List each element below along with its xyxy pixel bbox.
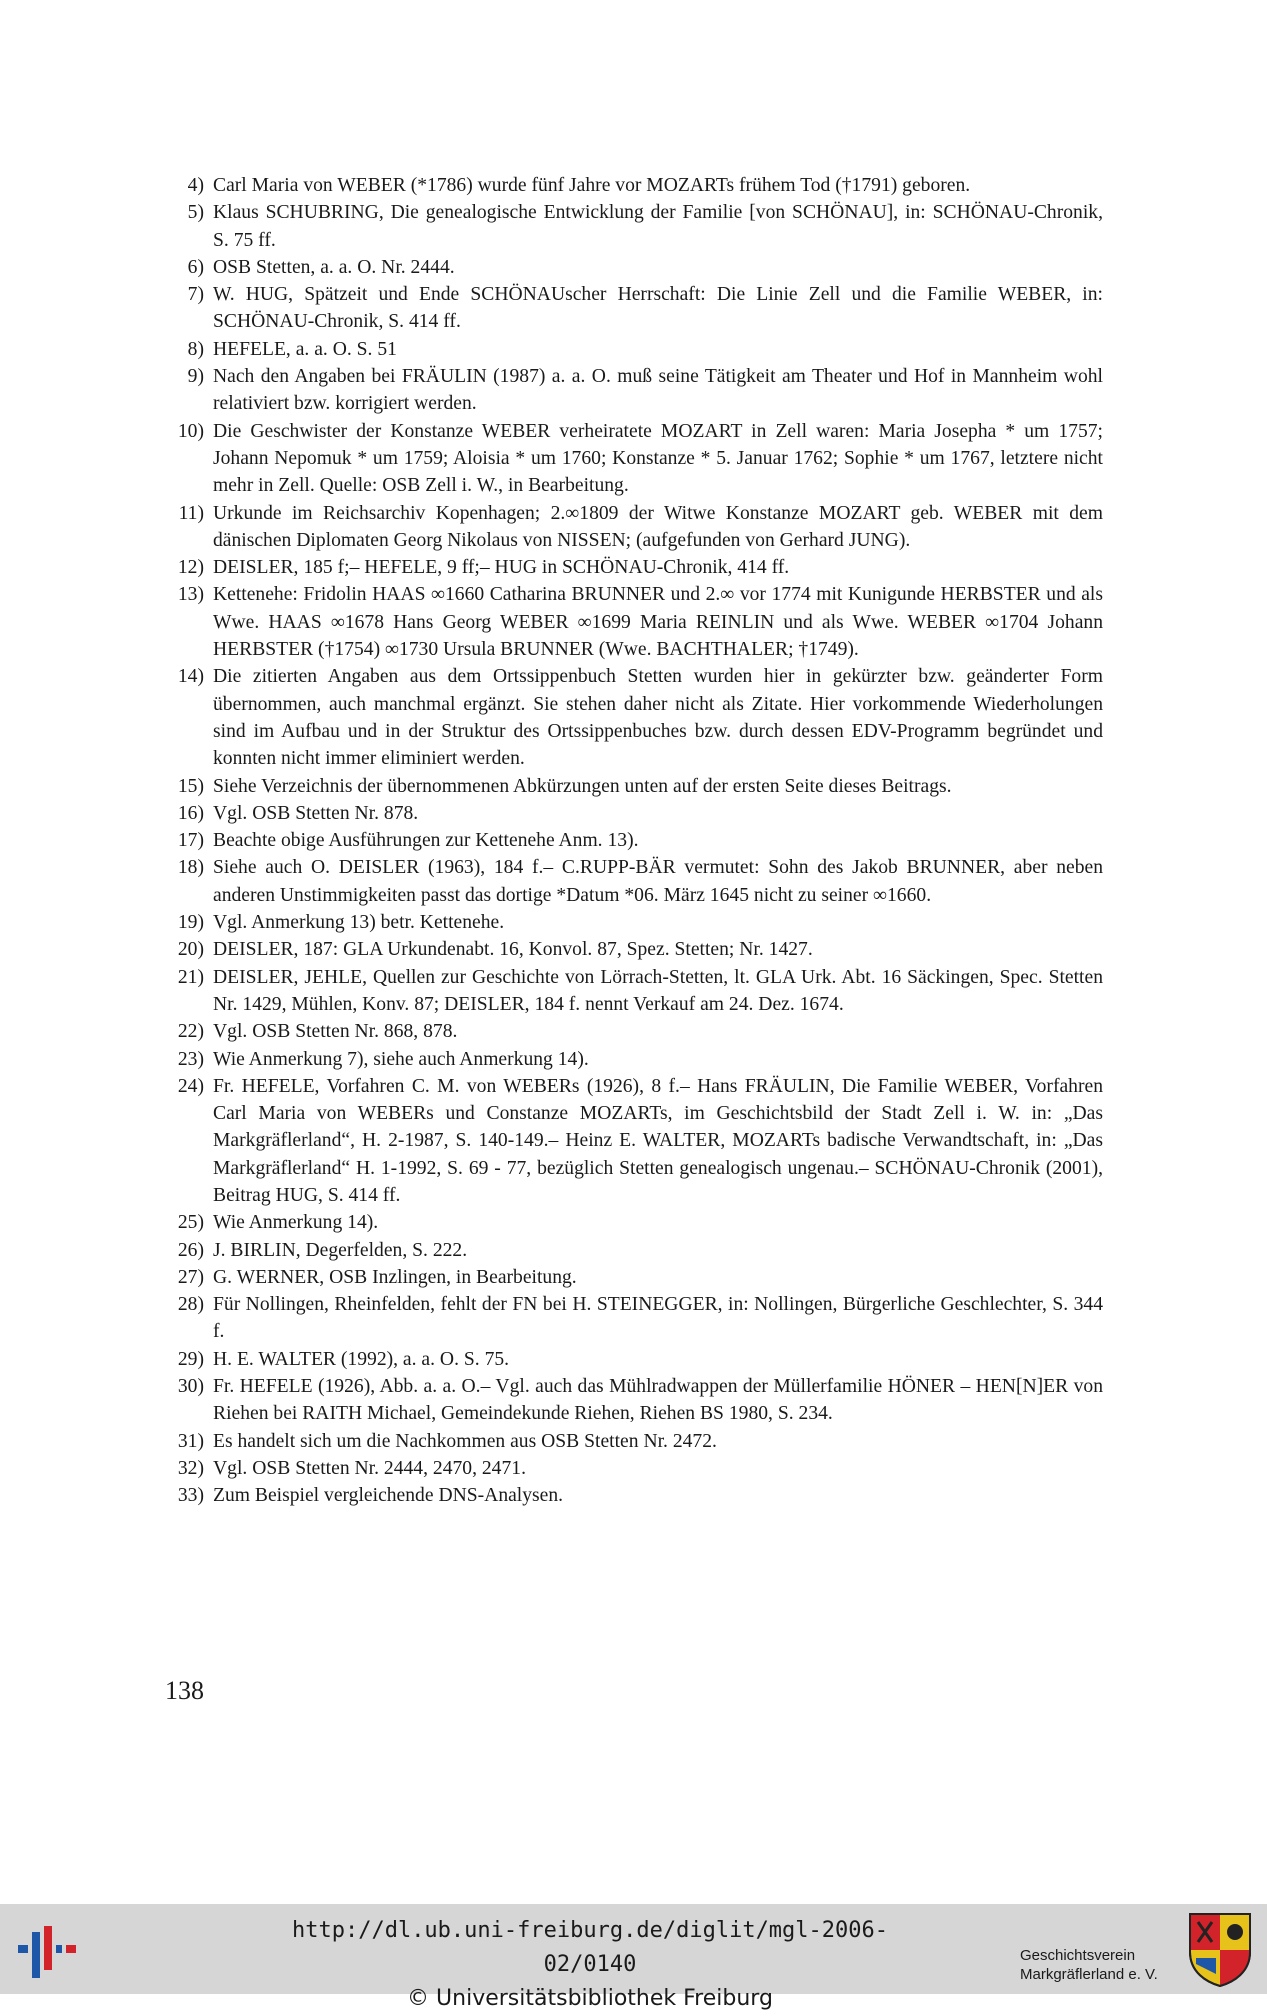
footnote-item bbox=[155, 1018, 1103, 1045]
footnote-number: 27) bbox=[177, 1266, 204, 1288]
footnote-item bbox=[155, 500, 1103, 555]
footnote-text: DEISLER, JEHLE, Quellen zur Geschichte von Lörrach-Stetten, lt. GLA Urk. Abt. 16 Säckingen, Spec. Stetten Nr. 1429, Mühlen, Konv. 87; DEISLER, 184 f. nennt Verkauf am 24. Dez. 1674. bbox=[213, 966, 1103, 1015]
society-line-2: Markgräflerland e. V. bbox=[1020, 1966, 1158, 1983]
footnote-number: 6) bbox=[187, 256, 204, 278]
footnote-number: 8) bbox=[187, 338, 204, 360]
footnote-item bbox=[155, 581, 1103, 663]
footnote-number: 25) bbox=[177, 1212, 204, 1234]
footnote-number: 32) bbox=[177, 1457, 204, 1479]
viewer-footer bbox=[0, 1904, 1267, 2011]
footnote-item bbox=[155, 854, 1103, 909]
footnote-text: OSB Stetten, a. a. O. Nr. 2444. bbox=[213, 256, 455, 278]
footnote-number: 20) bbox=[177, 939, 204, 961]
footnote-text: Fr. HEFELE (1926), Abb. a. a. O.– Vgl. auch das Mühlradwappen der Müllerfamilie HÖNER – HEN[N]ER von Riehen bei RAITH Michael, Gemeindekunde Riehen, Riehen BS 1980, S. 234. bbox=[213, 1376, 1103, 1425]
footnote-number: 30) bbox=[177, 1376, 204, 1398]
footnote-text: J. BIRLIN, Degerfelden, S. 222. bbox=[213, 1239, 468, 1261]
footnote-text: Fr. HEFELE, Vorfahren C. M. von WEBERs (1926), 8 f.– Hans FRÄULIN, Die Familie WEBER, Vorfahren Carl Maria von WEBERs und Constanze MOZARTs, im Geschichtsbild der Stadt Zell i. W. in: „Das Markgräflerland“, H. 2-1987, S. 140-149.– Heinz E. WALTER, MOZARTs badische Verwandtschaft, in: „Das Markgräflerland“ H. 1-1992, S. 69 - 77, bezüglich Stetten genealogisch ungenau.– SCHÖNAU-Chronik (2001), Beitrag HUG, S. 414 ff. bbox=[213, 1075, 1103, 1206]
footnote-text: Zum Beispiel vergleichende DNS-Analysen. bbox=[213, 1485, 564, 1507]
footnote-item bbox=[155, 827, 1103, 854]
footnote-text: G. WERNER, OSB Inzlingen, in Bearbeitung. bbox=[213, 1266, 577, 1288]
footnote-item bbox=[155, 909, 1103, 936]
footnote-number: 7) bbox=[187, 284, 204, 306]
footnote-text: H. E. WALTER (1992), a. a. O. S. 75. bbox=[213, 1348, 510, 1370]
footnote-item bbox=[155, 1237, 1103, 1264]
footnote-text: Vgl. Anmerkung 13) betr. Kettenehe. bbox=[213, 912, 505, 934]
footnote-number: 31) bbox=[177, 1430, 204, 1452]
permalink-url[interactable]: http://dl.ub.uni-freiburg.de/diglit/mgl-2006-02/0140 bbox=[291, 1918, 889, 1977]
footnote-text: Nach den Angaben bei FRÄULIN (1987) a. a. O. muß seine Tätigkeit am Theater und Hof in Mannheim wohl relativiert bzw. korrigiert werden. bbox=[213, 366, 1103, 415]
footnote-text: Die zitierten Angaben aus dem Ortssippenbuch Stetten wurden hier in gekürzter bzw. geänderter Form übernommen, auch manchmal ergänzt. Sie stehen daher nicht als Zitate. Hier vorkommende Wiederholungen sind im Aufbau und in der Struktur des Ortssippenbuches bzw. durch dessen EDV-Programm begründet und konnten nicht immer eliminiert werden. bbox=[213, 666, 1103, 770]
footnote-number: 4) bbox=[187, 175, 204, 196]
footnote-item bbox=[155, 1209, 1103, 1236]
footnote-item bbox=[155, 936, 1103, 963]
footnote-number: 18) bbox=[177, 857, 204, 879]
footnote-number: 14) bbox=[177, 666, 204, 688]
footnote-item bbox=[155, 1046, 1103, 1073]
footnote-number: 28) bbox=[177, 1294, 204, 1316]
ub-freiburg-logo-icon[interactable] bbox=[16, 1922, 78, 1980]
footnote-number: 23) bbox=[177, 1048, 204, 1070]
footnote-number: 10) bbox=[177, 420, 204, 442]
copyright-notice: © Universitätsbibliothek Freiburg bbox=[407, 1986, 773, 2011]
footnote-item bbox=[155, 281, 1103, 336]
footnote-number: 13) bbox=[177, 584, 204, 606]
footnote-number: 5) bbox=[187, 202, 204, 224]
footnote-item bbox=[155, 964, 1103, 1019]
coat-of-arms-icon[interactable] bbox=[1188, 1912, 1252, 1988]
footnote-number: 24) bbox=[177, 1075, 204, 1097]
footnote-item bbox=[155, 1346, 1103, 1373]
footnote-text: Beachte obige Ausführungen zur Kettenehe Anm. 13). bbox=[213, 830, 639, 852]
footnote-number: 11) bbox=[178, 502, 204, 524]
footnote-item bbox=[155, 1073, 1103, 1209]
footnote-number: 33) bbox=[177, 1485, 204, 1507]
footnote-item bbox=[155, 1264, 1103, 1291]
footnote-text: Carl Maria von WEBER (*1786) wurde fünf Jahre vor MOZARTs frühem Tod (†1791) geboren. bbox=[213, 175, 971, 196]
society-line-1: Geschichtsverein bbox=[1020, 1947, 1136, 1964]
footnote-number: 15) bbox=[177, 775, 204, 797]
footnote-item bbox=[155, 363, 1103, 418]
footnote-text: Siehe auch O. DEISLER (1963), 184 f.– C.RUPP-BÄR vermutet: Sohn des Jakob BRUNNER, aber neben anderen Unstimmigkeiten passt das dortige *Datum *06. März 1645 nicht zu seiner ∞1660. bbox=[213, 857, 1103, 906]
footnote-item bbox=[155, 336, 1103, 363]
footnote-item bbox=[155, 1455, 1103, 1482]
footnote-item bbox=[155, 172, 1103, 199]
footnotes-list bbox=[155, 172, 1103, 1510]
footnote-text: Klaus SCHUBRING, Die genealogische Entwicklung der Familie [von SCHÖNAU], in: SCHÖNAU-Chronik, S. 75 ff. bbox=[213, 202, 1103, 251]
footnote-text: HEFELE, a. a. O. S. 51 bbox=[213, 338, 397, 360]
page-number: 138 bbox=[165, 1676, 204, 1705]
footnote-item bbox=[155, 1373, 1103, 1428]
footnote-number: 22) bbox=[177, 1021, 204, 1043]
footnote-text: Wie Anmerkung 7), siehe auch Anmerkung 14). bbox=[213, 1048, 589, 1070]
footnote-item bbox=[155, 773, 1103, 800]
footnote-item bbox=[155, 418, 1103, 500]
footnote-text: Die Geschwister der Konstanze WEBER verheiratete MOZART in Zell waren: Maria Josepha * um 1757; Johann Nepomuk * um 1759; Aloisia * um 1760; Konstanze * 5. Januar 1762; Sophie * um 1767, letztere nicht mehr in Zell. Quelle: OSB Zell i. W., in Bearbeitung. bbox=[213, 420, 1103, 497]
footnote-item bbox=[155, 254, 1103, 281]
footnote-text: Vgl. OSB Stetten Nr. 878. bbox=[213, 802, 419, 824]
footnote-text: DEISLER, 185 f;– HEFELE, 9 ff;– HUG in SCHÖNAU-Chronik, 414 ff. bbox=[213, 557, 790, 579]
footnote-text: W. HUG, Spätzeit und Ende SCHÖNAUscher Herrschaft: Die Linie Zell und die Familie WEBER, in: SCHÖNAU-Chronik, S. 414 ff. bbox=[213, 284, 1103, 333]
footnote-text: Für Nollingen, Rheinfelden, fehlt der FN bei H. STEINEGGER, in: Nollingen, Bürgerliche Geschlechter, S. 344 f. bbox=[213, 1294, 1103, 1343]
footnote-text: Es handelt sich um die Nachkommen aus OSB Stetten Nr. 2472. bbox=[213, 1430, 717, 1452]
footer-center bbox=[280, 1914, 900, 2016]
footnote-number: 16) bbox=[177, 802, 204, 824]
footnote-number: 19) bbox=[177, 912, 204, 934]
footnote-item bbox=[155, 1428, 1103, 1455]
footnote-number: 12) bbox=[177, 557, 204, 579]
footnote-text: DEISLER, 187: GLA Urkundenabt. 16, Konvol. 87, Spez. Stetten; Nr. 1427. bbox=[213, 939, 813, 961]
footnote-text: Wie Anmerkung 14). bbox=[213, 1212, 379, 1234]
footnote-item bbox=[155, 1291, 1103, 1346]
footnote-number: 17) bbox=[177, 830, 204, 852]
footnote-number: 9) bbox=[187, 366, 204, 388]
footnote-number: 26) bbox=[177, 1239, 204, 1261]
footnote-number: 29) bbox=[177, 1348, 204, 1370]
footnote-item bbox=[155, 663, 1103, 772]
footnote-number: 21) bbox=[177, 966, 204, 988]
footnote-item bbox=[155, 199, 1103, 254]
footnote-item bbox=[155, 1482, 1103, 1509]
society-name[interactable] bbox=[1020, 1946, 1158, 1984]
footnote-text: Siehe Verzeichnis der übernommenen Abkürzungen unten auf der ersten Seite dieses Beitrags. bbox=[213, 775, 952, 797]
footnote-text: Urkunde im Reichsarchiv Kopenhagen; 2.∞1809 der Witwe Konstanze MOZART geb. WEBER mit dem dänischen Diplomaten Georg Nikolaus von NISSEN; (aufgefunden von Gerhard JUNG). bbox=[213, 502, 1103, 551]
footnote-text: Vgl. OSB Stetten Nr. 868, 878. bbox=[213, 1021, 458, 1043]
footnote-text: Kettenehe: Fridolin HAAS ∞1660 Catharina BRUNNER und 2.∞ vor 1774 mit Kunigunde HERBSTER und als Wwe. HAAS ∞1678 Hans Georg WEBER ∞1699 Maria REINLIN und als Wwe. WEBER ∞1704 Johann HERBSTER (†1754) ∞1730 Ursula BRUNNER (Wwe. BACHTHALER; †1749). bbox=[213, 584, 1103, 661]
footnote-item bbox=[155, 800, 1103, 827]
footnote-item bbox=[155, 554, 1103, 581]
footnote-text: Vgl. OSB Stetten Nr. 2444, 2470, 2471. bbox=[213, 1457, 526, 1479]
